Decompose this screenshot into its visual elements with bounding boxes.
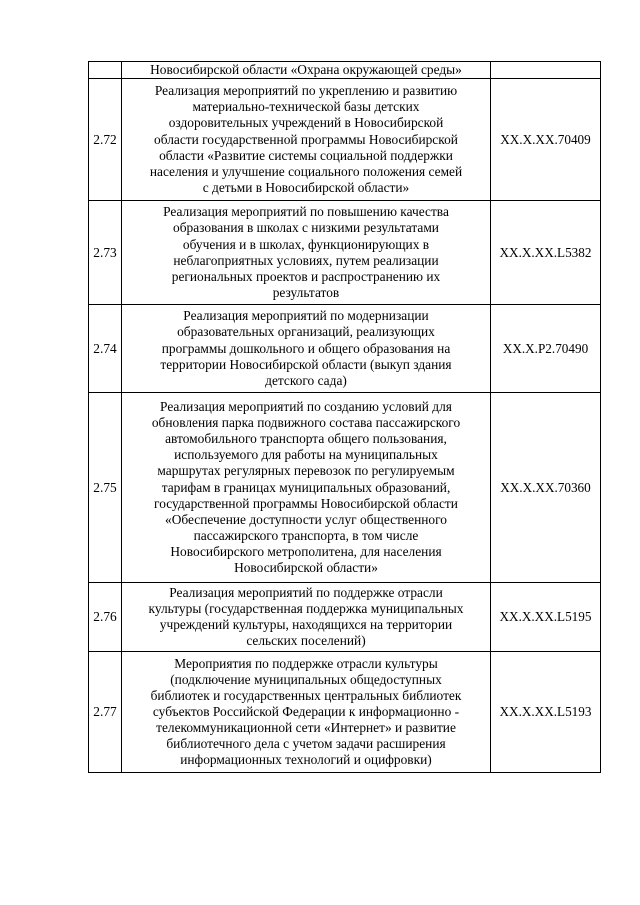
row-code: XX.X.XX.L5193 <box>491 652 601 773</box>
row-description: Реализация мероприятий по созданию условий для обновления парка подвижного состава пассажирского автомобильного транспорта общего пользования, используемого для работы на муниципальных маршрутах регулярных перевозок по регулируемым тарифам в границах муниципальных образований, государственной программы Новосибирской области «Обеспечение доступности услуг общественного пассажирского транспорта, в том числе Новосибирского метрополитена, для населения Новосибирской области» <box>122 393 491 583</box>
row-code: XX.X.XX.70360 <box>491 393 601 583</box>
row-code: XX.X.XX.L5382 <box>491 201 601 305</box>
table-row <box>89 583 601 652</box>
row-number <box>89 62 122 79</box>
row-number: 2.76 <box>89 583 122 652</box>
table-row <box>89 652 601 773</box>
row-code: XX.X.XX.70409 <box>491 79 601 201</box>
table-row <box>89 393 601 583</box>
row-number: 2.72 <box>89 79 122 201</box>
table-row <box>89 79 601 201</box>
table-row <box>89 305 601 393</box>
row-number: 2.75 <box>89 393 122 583</box>
row-description: Реализация мероприятий по модернизации образовательных организаций, реализующих программы дошкольного и общего образования на территории Новосибирской области (выкуп здания детского сада) <box>122 305 491 393</box>
table-row <box>89 201 601 305</box>
row-number: 2.77 <box>89 652 122 773</box>
budget-code-table <box>88 61 601 773</box>
row-number: 2.74 <box>89 305 122 393</box>
row-description: Новосибирской области «Охрана окружающей среды» <box>122 62 491 79</box>
row-description: Реализация мероприятий по повышению качества образования в школах с низкими результатами обучения и в школах, функционирующих в неблагоприятных условиях, путем реализации региональных проектов и распространению их результатов <box>122 201 491 305</box>
table-row <box>89 62 601 79</box>
row-code <box>491 62 601 79</box>
row-description: Реализация мероприятий по поддержке отрасли культуры (государственная поддержка муниципальных учреждений культуры, находящихся на территории сельских поселений) <box>122 583 491 652</box>
row-description: Реализация мероприятий по укреплению и развитию материально-технической базы детских оздоровительных учреждений в Новосибирской области государственной программы Новосибирской области «Развитие системы социальной поддержки населения и улучшение социального положения семей с детьми в Новосибирской области» <box>122 79 491 201</box>
row-number: 2.73 <box>89 201 122 305</box>
row-code: XX.X.P2.70490 <box>491 305 601 393</box>
row-code: XX.X.XX.L5195 <box>491 583 601 652</box>
row-description: Мероприятия по поддержке отрасли культуры (подключение муниципальных общедоступных библиотек и государственных центральных библиотек субъектов Российской Федерации к информационно - телекоммуникационной сети «Интернет» и развитие библиотечного дела с учетом задачи расширения информационных технологий и оцифровки) <box>122 652 491 773</box>
